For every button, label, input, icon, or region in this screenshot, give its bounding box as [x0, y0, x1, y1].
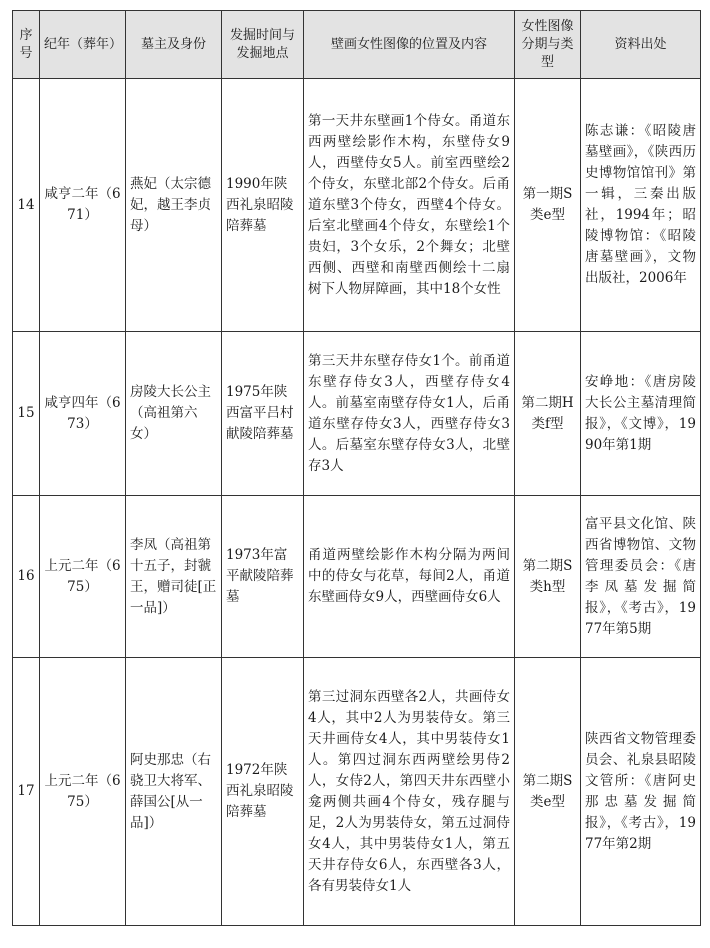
row-type: 第一期S类e型: [515, 79, 581, 332]
row-owner: 李凤（高祖第十五子，封虢王，赠司徒[正一品]）: [126, 496, 222, 658]
header-type: 女性图像分期与类型: [515, 11, 581, 79]
row-owner: 房陵大长公主（高祖第六女）: [126, 332, 222, 496]
table-row: [13, 79, 701, 332]
header-era: 纪年（葬年）: [40, 11, 126, 79]
row-owner: 阿史那忠（右骁卫大将军、薛国公[从一品]）: [126, 658, 222, 926]
row-type: 第二期S类e型: [515, 658, 581, 926]
row-content: 第三天井东壁存侍女1个。前甬道东壁存侍女3人，西壁存侍女4人。前墓室南壁存侍女1人，后甬道东壁存侍女3人，西壁存侍女3人。后墓室东壁存侍女3人，北壁存3人: [304, 332, 515, 496]
row-site: 1972年陕西礼泉昭陵陪葬墓: [222, 658, 304, 926]
header-row: [13, 11, 701, 79]
header-seq: 序号: [13, 11, 40, 79]
row-seq: 14: [13, 79, 40, 332]
table-row: [13, 332, 701, 496]
row-site: 1973年富平献陵陪葬墓: [222, 496, 304, 658]
header-site: 发掘时间与发掘地点: [222, 11, 304, 79]
mural-table: [12, 10, 701, 926]
table-row: [13, 658, 701, 926]
row-era: 上元二年（675）: [40, 496, 126, 658]
row-seq: 15: [13, 332, 40, 496]
row-era: 咸亨四年（673）: [40, 332, 126, 496]
header-content: 壁画女性图像的位置及内容: [304, 11, 515, 79]
row-source: 陈志谦：《昭陵唐墓壁画》，《陕西历史博物馆馆刊》第一辑，三秦出版社，1994年；昭陵博物馆：《昭陵唐墓壁画》，文物出版社，2006年: [581, 79, 701, 332]
row-content: 第一天井东壁画1个侍女。甬道东西两壁绘影作木构，东壁侍女9人，西壁侍女5人。前室西壁绘2个侍女，东壁北部2个侍女。后甬道东壁3个侍女，西壁4个侍女。后室北壁画4个侍女，东壁绘1个贵妇，3个女乐，2个舞女；北壁西侧、西壁和南壁西侧绘十二扇树下人物屏障画，其中18个女性: [304, 79, 515, 332]
row-era: 上元二年（675）: [40, 658, 126, 926]
row-type: 第二期H类f型: [515, 332, 581, 496]
row-source: 富平县文化馆、陕西省博物馆、文物管理委员会：《唐李凤墓发掘简报》，《考古》，1977年第5期: [581, 496, 701, 658]
row-content: 第三过洞东西壁各2人，共画侍女4人，其中2人为男装侍女。第三天井画侍女4人，其中男装侍女1人。第四过洞东西两壁绘男侍2人，女侍2人，第四天井东西壁小龛两侧共画4个侍女，残存腿与足，2人为男装侍女，第五过洞侍女4人，其中男装侍女1人，第五天井存侍女6人，东西壁各3人，各有男装侍女1人: [304, 658, 515, 926]
row-seq: 16: [13, 496, 40, 658]
table-row: [13, 496, 701, 658]
row-owner: 燕妃（太宗德妃，越王李贞母）: [126, 79, 222, 332]
row-seq: 17: [13, 658, 40, 926]
row-site: 1975年陕西富平吕村献陵陪葬墓: [222, 332, 304, 496]
row-era: 咸亨二年（671）: [40, 79, 126, 332]
row-source: 陕西省文物管理委员会、礼泉县昭陵文管所：《唐阿史那忠墓发掘简报》，《考古》，1977年第2期: [581, 658, 701, 926]
row-source: 安峥地：《唐房陵大长公主墓清理简报》，《文博》，1990年第1期: [581, 332, 701, 496]
header-owner: 墓主及身份: [126, 11, 222, 79]
header-source: 资料出处: [581, 11, 701, 79]
row-site: 1990年陕西礼泉昭陵陪葬墓: [222, 79, 304, 332]
row-type: 第二期S类h型: [515, 496, 581, 658]
row-content: 甬道两壁绘影作木构分隔为两间中的侍女与花草，每间2人，甬道东壁画侍女9人，西壁画侍女6人: [304, 496, 515, 658]
